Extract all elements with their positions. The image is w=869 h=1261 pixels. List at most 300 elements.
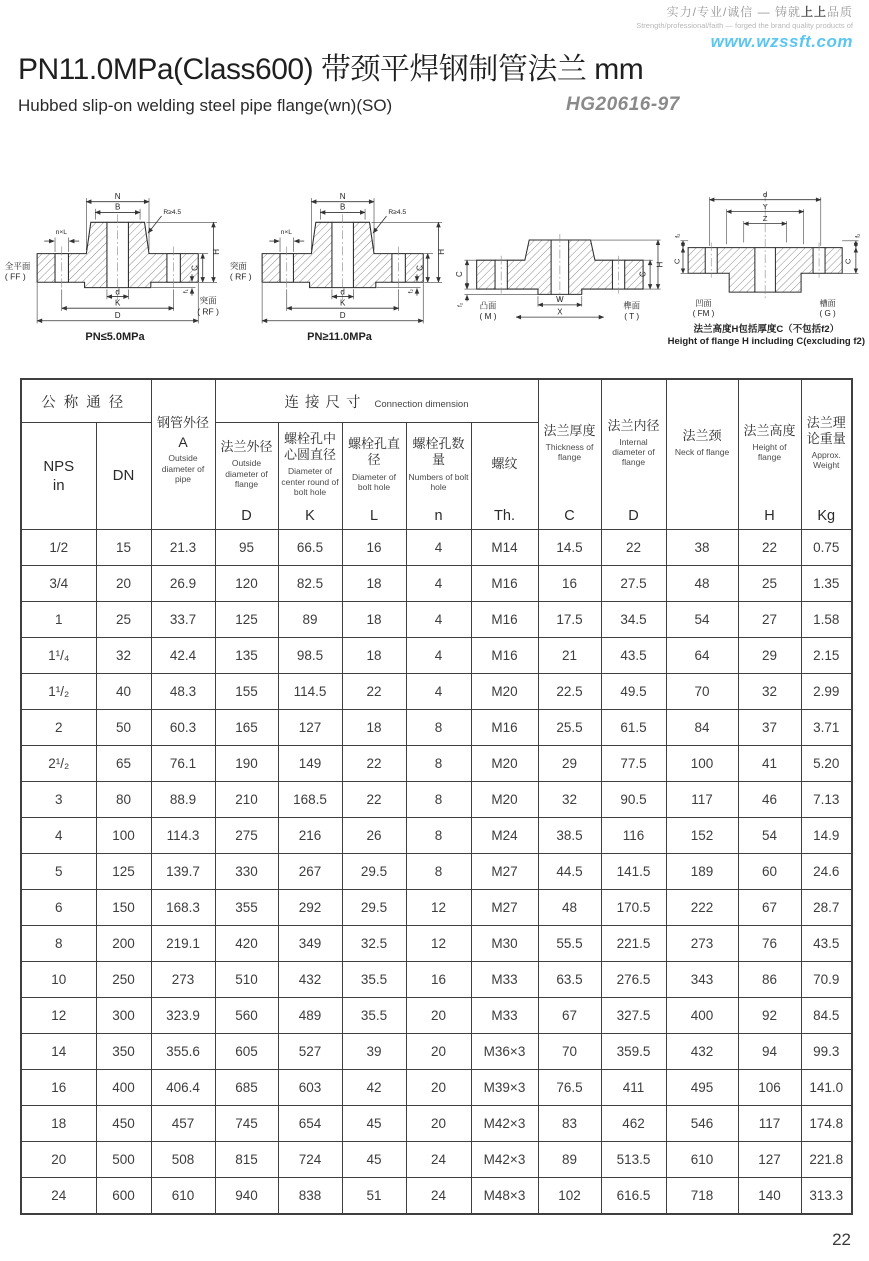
col-neck: 法兰颈 Neck of flange [666,379,738,530]
table-cell: 12 [406,926,471,962]
table-cell: 32 [738,674,801,710]
table-cell: M30 [471,926,538,962]
col-nominal-diameter: 公称通径 [21,379,151,423]
table-cell: 38.5 [538,818,601,854]
dim-label-d: d [339,287,345,297]
table-cell: M20 [471,746,538,782]
table-cell: M39×3 [471,1070,538,1106]
table-cell: 216 [278,818,342,854]
table-cell: 250 [96,962,151,998]
table-cell: 117 [666,782,738,818]
table-cell: 127 [278,710,342,746]
table-cell: 14.5 [538,530,601,566]
table-cell: 60 [738,854,801,890]
flange-section-drawing [671,186,861,321]
table-cell: 174.8 [801,1106,852,1142]
col-height: 法兰高度 Height of flange H [738,379,801,530]
table-cell: 273 [151,962,215,998]
table-cell: 1.35 [801,566,852,602]
table-cell: 41 [738,746,801,782]
table-cell: 114.5 [278,674,342,710]
table-cell: 432 [278,962,342,998]
table-cell: 42 [342,1070,406,1106]
table-cell: M16 [471,566,538,602]
table-cell: 152 [666,818,738,854]
table-cell: 14.9 [801,818,852,854]
table-cell: 29.5 [342,854,406,890]
table-cell: 20 [96,566,151,602]
table-cell: 67 [738,890,801,926]
table-cell: 70 [666,674,738,710]
table-cell: 349 [278,926,342,962]
table-cell: 18 [342,602,406,638]
table-cell: 76.1 [151,746,215,782]
table-cell: 3.71 [801,710,852,746]
table-cell: 135 [215,638,278,674]
table-cell: 35.5 [342,962,406,998]
table-row [21,926,852,962]
dim-label-b: B [114,202,121,212]
table-cell: 24 [406,1142,471,1178]
table-cell: 1¹/₂ [21,674,96,710]
table-cell: 139.7 [151,854,215,890]
dim-label-big-d: D [339,311,346,321]
table-cell: 12 [406,890,471,926]
table-cell: 275 [215,818,278,854]
table-row [21,1034,852,1070]
table-cell: 150 [96,890,151,926]
face-label-left-zh: 凸面 [479,300,497,311]
table-cell: 48 [538,890,601,926]
table-cell: 513.5 [601,1142,666,1178]
table-cell: 25 [738,566,801,602]
table-row [21,746,852,782]
face-label-right-en: ( G ) [819,309,837,319]
table-cell: 125 [215,602,278,638]
table-cell: 48 [666,566,738,602]
table-cell: 116 [601,818,666,854]
table-cell: 6 [21,890,96,926]
dim-label-r: R≥4.5 [387,209,406,217]
table-cell: 16 [406,962,471,998]
table-cell: 4 [406,602,471,638]
table-cell: 39 [342,1034,406,1070]
table-cell: 420 [215,926,278,962]
table-cell: 168.3 [151,890,215,926]
col-thread: 螺纹 Th. [471,423,538,530]
table-cell: 25.5 [538,710,601,746]
table-cell: 330 [215,854,278,890]
table-cell: 22 [342,674,406,710]
table-cell: 411 [601,1070,666,1106]
table-cell: 355 [215,890,278,926]
table-cell: 26.9 [151,566,215,602]
table-cell: 457 [151,1106,215,1142]
diagram-row [4,182,865,348]
table-cell: 7.13 [801,782,852,818]
diagram-caption: PN≤5.0MPa [85,330,145,343]
dim-label-n: N [114,192,121,202]
table-cell: 18 [342,710,406,746]
table-cell: 718 [666,1178,738,1215]
table-cell: 120 [215,566,278,602]
table-cell: 2.99 [801,674,852,710]
table-cell: 51 [342,1178,406,1215]
table-row [21,998,852,1034]
diagram-fm-g [668,186,865,348]
table-cell: 100 [96,818,151,854]
table-cell: 26 [342,818,406,854]
table-cell: 1¹/₄ [21,638,96,674]
table-cell: 95 [215,530,278,566]
table-cell: 127 [738,1142,801,1178]
face-label-right-zh: 突面 [199,295,217,306]
table-cell: 221.5 [601,926,666,962]
table-cell: 267 [278,854,342,890]
table-cell: 32 [96,638,151,674]
table-cell: 4 [406,530,471,566]
diagram-ff-rf [4,182,226,343]
table-cell: 168.5 [278,782,342,818]
table-cell: 3/4 [21,566,96,602]
dim-label-c-right: C [638,271,648,278]
col-bolt-circle: 螺栓孔中心圆直径 Diameter of center round of bolt hole K [278,423,342,530]
table-cell: 355.6 [151,1034,215,1070]
table-cell: 70 [538,1034,601,1070]
table-cell: 61.5 [601,710,666,746]
table-cell: 2.15 [801,638,852,674]
table-cell: 80 [96,782,151,818]
table-cell: 8 [406,782,471,818]
table-cell: 141.5 [601,854,666,890]
table-cell: 17.5 [538,602,601,638]
table-cell: 313.3 [801,1178,852,1215]
table-cell: 76 [738,926,801,962]
diagram-m-t [453,212,665,326]
table-cell: 44.5 [538,854,601,890]
table-cell: 546 [666,1106,738,1142]
dim-label-d: d [763,190,768,200]
table-cell: 8 [406,710,471,746]
table-cell: 462 [601,1106,666,1142]
col-flange-od: 法兰外径 Outside diameter of flange D [215,423,278,530]
table-cell: 200 [96,926,151,962]
table-cell: 327.5 [601,998,666,1034]
table-cell: 189 [666,854,738,890]
col-bolt-number: 螺栓孔数量 Numbers of bolt hole n [406,423,471,530]
table-cell: M14 [471,530,538,566]
table-cell: M33 [471,962,538,998]
dim-label-big-d: D [114,311,121,321]
table-cell: 100 [666,746,738,782]
face-label-left-en: ( FM ) [692,309,715,319]
table-cell: M16 [471,602,538,638]
table-cell: 38 [666,530,738,566]
flange-section-drawing [4,182,226,329]
brand-tagline-en: Strength/professional/faith — forged the brand quality products of [636,21,853,30]
table-cell: 48.3 [151,674,215,710]
dim-label-y: Y [762,202,768,212]
dim-label-c: C [414,265,424,271]
table-cell: 3 [21,782,96,818]
table-cell: 94 [738,1034,801,1070]
table-cell: 24.6 [801,854,852,890]
table-cell: 495 [666,1070,738,1106]
flange-section-drawing [453,212,665,326]
table-cell: 20 [406,998,471,1034]
col-bolt-hole: 螺栓孔直径 Diameter of bolt hole L [342,423,406,530]
table-cell: 89 [538,1142,601,1178]
table-cell: 155 [215,674,278,710]
table-row [21,566,852,602]
table-cell: 4 [406,566,471,602]
table-cell: M42×3 [471,1106,538,1142]
table-cell: 610 [666,1142,738,1178]
table-cell: 43.5 [601,638,666,674]
table-cell: 600 [96,1178,151,1215]
table-cell: 18 [342,638,406,674]
table-cell: 64 [666,638,738,674]
col-connection-dimension: 连接尺寸 Connection dimension [215,379,538,423]
table-cell: M20 [471,674,538,710]
table-cell: 432 [666,1034,738,1070]
col-pipe-od: 钢管外径 A Outside diameter of pipe [151,379,215,530]
table-cell: 219.1 [151,926,215,962]
table-cell: 5.20 [801,746,852,782]
table-cell: 838 [278,1178,342,1215]
diagram-note: 法兰高度H包括厚度C（不包括f2） Height of flange H including C(excluding f2) [667,324,865,348]
table-cell: M20 [471,782,538,818]
table-cell: 400 [96,1070,151,1106]
table-cell: 400 [666,998,738,1034]
spec-table [20,378,853,1215]
table-cell: 359.5 [601,1034,666,1070]
table-cell: 8 [21,926,96,962]
dim-label-h: H [655,261,665,268]
face-label-right-en: ( T ) [624,310,640,321]
table-cell: 500 [96,1142,151,1178]
face-label-right-en: ( RF ) [197,306,219,317]
table-row [21,890,852,926]
table-cell: 940 [215,1178,278,1215]
table-cell: 90.5 [601,782,666,818]
table-cell: 222 [666,890,738,926]
table-row [21,602,852,638]
table-cell: 406.4 [151,1070,215,1106]
col-weight: 法兰理论重量 Approx. Weight Kg [801,379,852,530]
face-label-left-en: ( RF ) [229,271,252,282]
table-cell: 22 [342,782,406,818]
dim-label-c-left: C [454,271,464,278]
table-cell: 350 [96,1034,151,1070]
dim-label-c: C [190,265,200,271]
table-cell: 114.3 [151,818,215,854]
table-cell: 83 [538,1106,601,1142]
dim-label-z: Z [763,214,768,224]
table-cell: 654 [278,1106,342,1142]
table-cell: 8 [406,854,471,890]
table-cell: 67 [538,998,601,1034]
table-cell: 4 [406,638,471,674]
table-cell: 724 [278,1142,342,1178]
table-cell: 221.8 [801,1142,852,1178]
table-cell: 815 [215,1142,278,1178]
table-cell: 323.9 [151,998,215,1034]
table-cell: 170.5 [601,890,666,926]
table-cell: 32 [538,782,601,818]
table-cell: 117 [738,1106,801,1142]
table-cell: 76.5 [538,1070,601,1106]
dim-label-c-left: C [672,258,682,265]
table-cell: 190 [215,746,278,782]
table-cell: 49.5 [601,674,666,710]
table-cell: 450 [96,1106,151,1142]
table-cell: 616.5 [601,1178,666,1215]
table-cell: 25 [96,602,151,638]
dim-label-k: K [339,298,345,308]
table-cell: 2¹/₂ [21,746,96,782]
col-inner-diameter: 法兰内径 Internal diameter of flange D [601,379,666,530]
table-cell: 21 [538,638,601,674]
table-cell: M42×3 [471,1142,538,1178]
dim-label-k: K [114,298,121,308]
table-cell: 46 [738,782,801,818]
table-cell: 685 [215,1070,278,1106]
table-cell: 45 [342,1106,406,1142]
table-cell: 343 [666,962,738,998]
dim-label-h: H [211,248,221,255]
table-cell: 141.0 [801,1070,852,1106]
standard-number: HG20616-97 [566,94,680,115]
table-cell: 14 [21,1034,96,1070]
table-cell: 18 [21,1106,96,1142]
flange-section-drawing [229,182,451,329]
table-cell: 29 [538,746,601,782]
table-row [21,710,852,746]
table-row [21,1178,852,1215]
face-label-left-zh: 突面 [229,260,247,271]
table-cell: 65 [96,746,151,782]
table-cell: 88.9 [151,782,215,818]
table-cell: 300 [96,998,151,1034]
table-cell: 37 [738,710,801,746]
table-cell: 84.5 [801,998,852,1034]
table-cell: 29 [738,638,801,674]
face-label-left-zh: 全平面 [4,260,31,271]
table-cell: 27.5 [601,566,666,602]
table-cell: 1 [21,602,96,638]
table-cell: 1.58 [801,602,852,638]
brand-website: www.wzssft.com [710,32,853,51]
table-cell: 603 [278,1070,342,1106]
table-cell: 106 [738,1070,801,1106]
table-cell: 489 [278,998,342,1034]
table-cell: 20 [21,1142,96,1178]
dim-label-f: f₁ [182,289,190,294]
table-cell: 22.5 [538,674,601,710]
table-cell: 54 [738,818,801,854]
table-cell: 605 [215,1034,278,1070]
dim-label-nxl: n×L [280,228,292,236]
brand-tagline-zh: 实力/专业/诚信 — 铸就上上品质 [666,5,853,19]
table-cell: 22 [738,530,801,566]
diagram-caption: PN≥11.0MPa [307,330,372,343]
table-cell: 22 [601,530,666,566]
table-cell: 16 [21,1070,96,1106]
table-cell: 22 [342,746,406,782]
table-cell: M36×3 [471,1034,538,1070]
table-cell: 16 [342,530,406,566]
dim-label-f-left: f₂ [674,233,682,238]
page-number: 22 [832,1230,851,1249]
table-cell: 18 [342,566,406,602]
table-cell: M48×3 [471,1178,538,1215]
table-row [21,962,852,998]
col-thickness: 法兰厚度 Thickness of flange C [538,379,601,530]
table-cell: 1/2 [21,530,96,566]
table-row [21,1106,852,1142]
table-cell: 560 [215,998,278,1034]
table-cell: 63.5 [538,962,601,998]
table-cell: 12 [21,998,96,1034]
table-cell: 55.5 [538,926,601,962]
table-cell: 140 [738,1178,801,1215]
table-cell: 33.7 [151,602,215,638]
table-cell: 8 [406,746,471,782]
table-row [21,674,852,710]
table-cell: 29.5 [342,890,406,926]
dim-label-h: H [436,248,446,255]
table-row [21,818,852,854]
table-cell: 4 [21,818,96,854]
table-cell: 24 [406,1178,471,1215]
dim-label-r: R≥4.5 [163,209,182,217]
table-cell: 84 [666,710,738,746]
dim-label-n: N [339,192,346,202]
dim-label-x: X [557,307,563,317]
table-cell: 5 [21,854,96,890]
table-cell: 102 [538,1178,601,1215]
dim-label-c-right: C [844,258,854,265]
table-cell: 99.3 [801,1034,852,1070]
table-cell: M24 [471,818,538,854]
table-row [21,530,852,566]
face-label-left-en: ( FF ) [4,271,26,282]
table-cell: 149 [278,746,342,782]
table-cell: 125 [96,854,151,890]
table-cell: 2 [21,710,96,746]
col-dn: DN [96,423,151,530]
table-cell: 20 [406,1070,471,1106]
table-cell: 27 [738,602,801,638]
table-cell: 28.7 [801,890,852,926]
table-cell: 16 [538,566,601,602]
table-cell: 527 [278,1034,342,1070]
table-cell: 86 [738,962,801,998]
table-cell: 20 [406,1034,471,1070]
table-cell: 8 [406,818,471,854]
table-cell: 42.4 [151,638,215,674]
table-row [21,854,852,890]
title-block [18,44,851,120]
table-cell: 0.75 [801,530,852,566]
table-cell: 60.3 [151,710,215,746]
table-row [21,1142,852,1178]
table-cell: 98.5 [278,638,342,674]
dim-label-nxl: n×L [55,228,67,236]
page-title: PN11.0MPa(Class600) 带颈平焊钢制管法兰 mm [18,53,644,86]
dim-label-b: B [339,202,345,212]
